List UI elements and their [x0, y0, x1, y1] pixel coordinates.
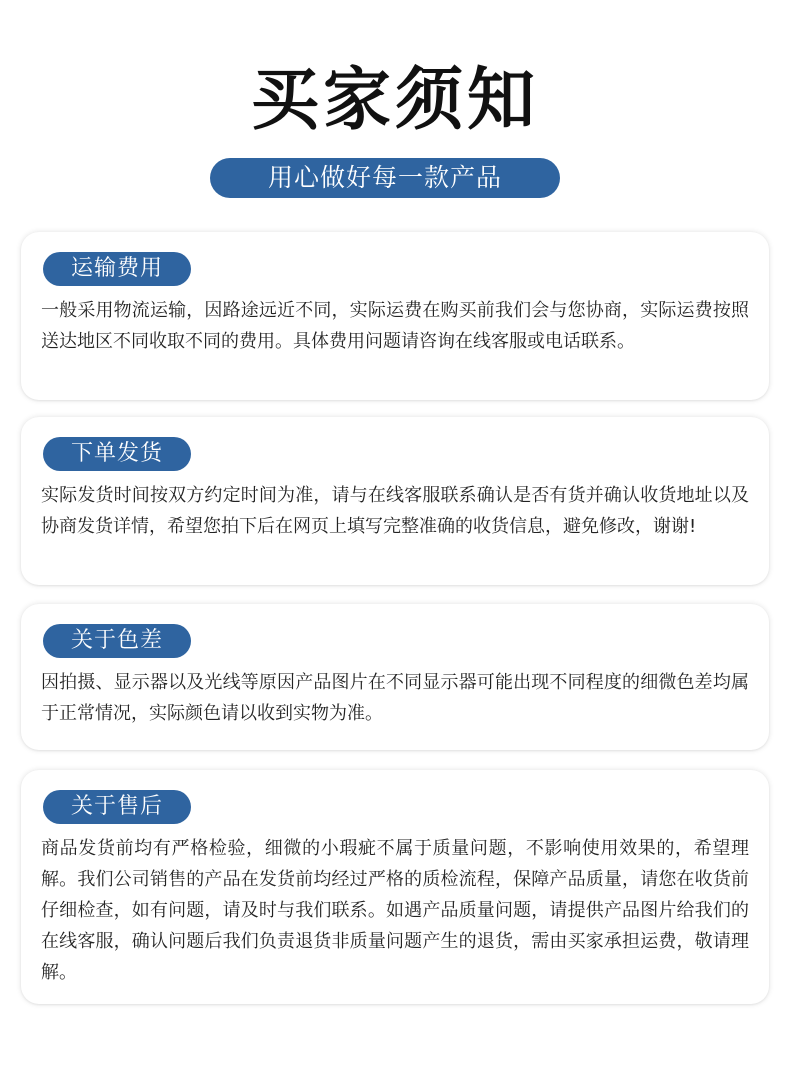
- section-tag: 关于售后: [43, 790, 191, 824]
- section-card-color-difference: [21, 604, 769, 750]
- section-card-shipping-fee: [21, 232, 769, 400]
- section-text: 因拍摄、显示器以及光线等原因产品图片在不同显示器可能出现不同程度的细微色差均属于正常情况，实际颜色请以收到实物为准。: [41, 672, 749, 724]
- section-text: 商品发货前均有严格检验，细微的小瑕疵不属于质量问题，不影响使用效果的，希望理解。我们公司销售的产品在发货前均经过严格的质检流程，保障产品质量，请您在收货前仔细检查，如有问题，请及时与我们联系。如遇产品质量问题，请提供产品图片给我们的在线客服，确认问题后我们负责退货非质量问题产生的退货，需由买家承担运费，敬请理解。: [41, 838, 749, 983]
- page-title: 买家须知: [250, 61, 539, 140]
- section-tag: 运输费用: [43, 252, 191, 286]
- section-tag: 关于色差: [43, 624, 191, 658]
- section-card-order-delivery: [21, 417, 769, 585]
- section-tag: 下单发货: [43, 437, 191, 471]
- section-text: 实际发货时间按双方约定时间为准，请与在线客服联系确认是否有货并确认收货地址以及协商发货详情，希望您拍下后在网页上填写完整准确的收货信息，避免修改，谢谢!: [41, 485, 749, 537]
- subtitle-badge: 用心做好每一款产品: [210, 158, 560, 198]
- section-text: 一般采用物流运输，因路途远近不同，实际运费在购买前我们会与您协商，实际运费按照送达地区不同收取不同的费用。具体费用问题请咨询在线客服或电话联系。: [41, 300, 749, 352]
- section-card-after-sales: [21, 770, 769, 1004]
